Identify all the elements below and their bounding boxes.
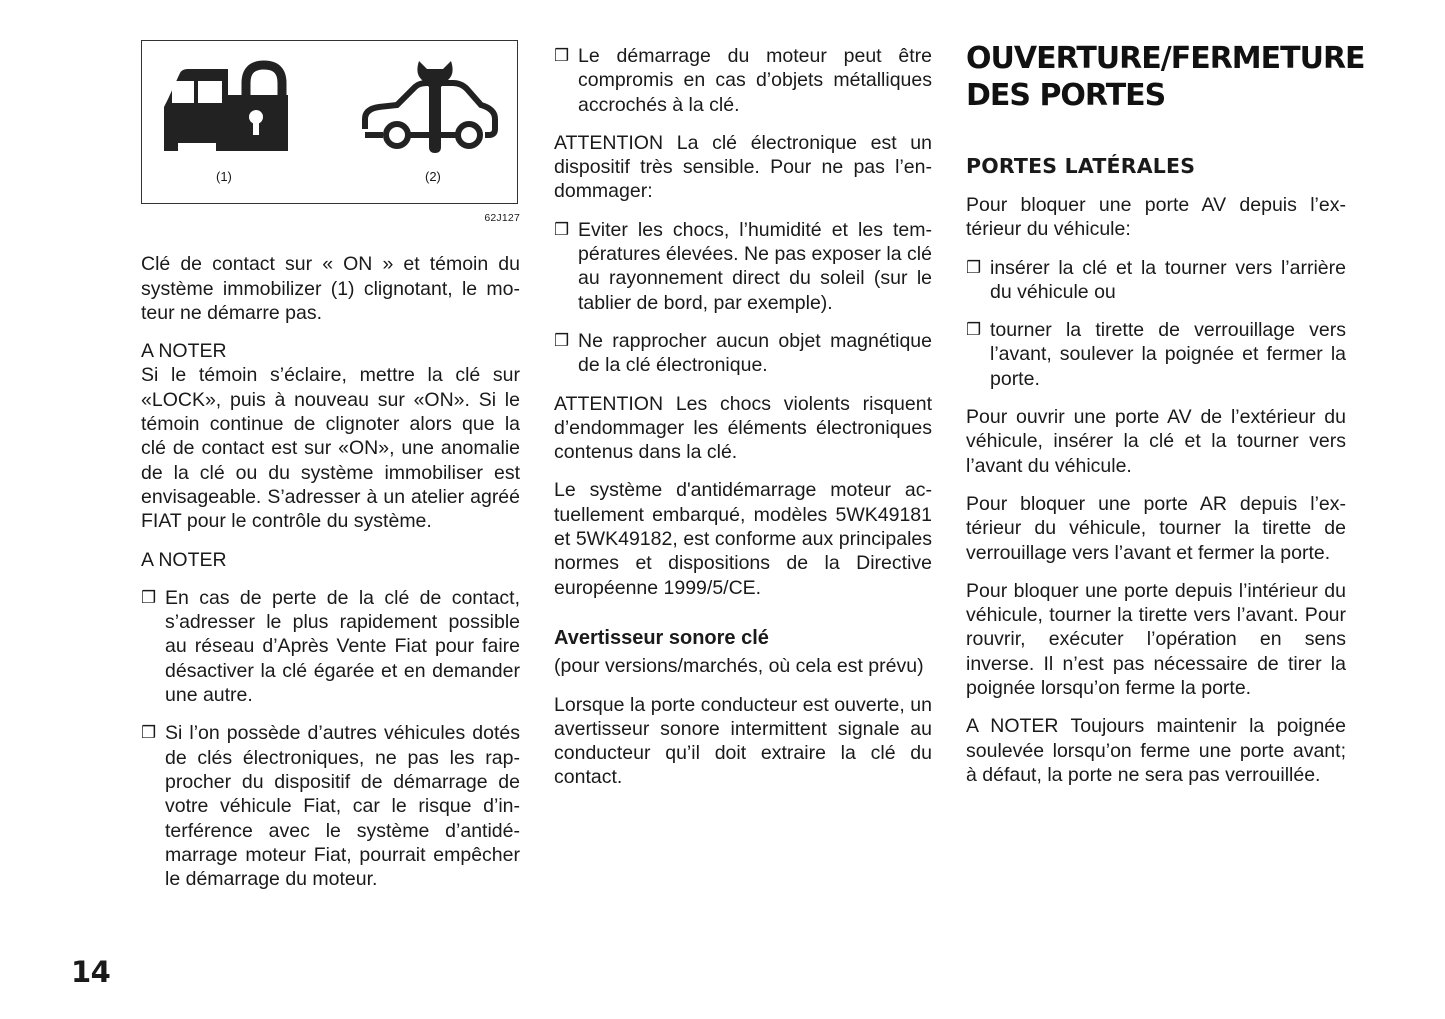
figure-code: 62J127 <box>484 212 520 224</box>
bullet-item <box>554 44 932 117</box>
column-right <box>966 40 1365 801</box>
bullet-text: Eviter les chocs, l’humidité et les températures élevées. Ne pas exposer la clé au rayonnement direct du soleil (sur le tablier de bord, par exemple). <box>578 218 932 314</box>
paragraph-system: Le système d'antidémarrage moteur actuellement embarqué, modèles 5WK49181 et 5WK49182, est conforme aux principales normes et dispositions de la Directive européenne 1999/5/CE. <box>554 479 932 599</box>
checkbox-bullet-icon: ❒ <box>554 219 570 239</box>
attention-text: ATTENTION Les chocs violents risquent d’endommager les éléments électroniques contenus dans la clé. <box>554 392 932 464</box>
paragraph: Pour bloquer une porte AV depuis l’extérieur du véhicule: <box>966 194 1346 241</box>
checkbox-bullet-icon: ❒ <box>141 587 157 607</box>
section-subheading: Avertisseur sonore clé <box>554 626 769 649</box>
attention-text: ATTENTION La clé électronique est un dispositif très sensible. Pour ne pas l’endommager: <box>554 131 932 203</box>
title-line: OUVERTURE/FERMETURE <box>966 41 1365 76</box>
note-heading: A NOTER <box>141 340 227 363</box>
bullet-item <box>966 256 1346 305</box>
column-left <box>141 40 520 905</box>
column-middle <box>554 44 932 804</box>
bullet-item <box>141 721 520 891</box>
bullet-item <box>141 586 520 707</box>
bullet-item <box>554 218 932 315</box>
bullet-item <box>966 318 1346 391</box>
figure-box <box>141 40 518 204</box>
checkbox-bullet-icon: ❒ <box>141 723 157 743</box>
bullet-text: insérer la clé et la tourner vers l’arrière du véhicule ou <box>990 256 1346 303</box>
bullet-text: Ne rapprocher aucun objet magnétique de la clé électronique. <box>578 329 932 377</box>
paragraph: Pour bloquer une porte depuis l’intérieur du véhicule, tourner la tirette vers l’avant. Pour rouvrir, exécuter l’opération en sens inverse. Il n’est pas nécessaire de tirer la poignée lorsqu’on ferme la porte. <box>966 579 1346 700</box>
checkbox-bullet-icon: ❒ <box>966 320 982 340</box>
bullet-text: En cas de perte de la clé de contact, s’adresser le plus rapidement possible au réseau d’Après Vente Fiat pour faire désactiver la clé égarée et en demander une autre. <box>165 586 520 707</box>
bullet-text: tourner la tirette de verrouillage vers l’avant, soulever la poignée et fermer la porte. <box>990 319 1346 390</box>
note-text: Si le témoin s’éclaire, mettre la clé sur «LOCK», puis à nouveau sur «ON». Si le témoin continue de clignoter alors que la clé de contact est sur «ON», une anomalie de la clé ou du système immobiliser est envisageable. S’adresser à un atelier agréé FIAT pour le contrôle du système. <box>141 364 520 533</box>
paragraph-key-on: Clé de contact sur « ON » et témoin du système immobilizer (1) clignotant, le moteur ne démarre pas. <box>141 253 520 324</box>
bullet-text: Le démarrage du moteur peut être compromis en cas d’objets métalliques accrochés à la clé. <box>578 45 932 116</box>
note-heading: A NOTER <box>141 548 227 571</box>
section-title: PORTES LATÉRALES <box>966 154 1196 178</box>
paragraph: Pour ouvrir une porte AV de l’extérieur du véhicule, insérer la clé et la tourner vers l’avant du véhicule. <box>966 406 1346 477</box>
figure-label-2: (2) <box>425 169 441 184</box>
bullet-text: Si l’on possède d’autres véhicules dotés de clés électroniques, ne pas les rapprocher du dispositif de démarrage de votre véhicule Fiat, car le risque d’interférence avec le système d’antidémarrage moteur Fiat, pourrait empêcher le démarrage du moteur. <box>165 722 520 891</box>
note-paragraph: A NOTER Toujours maintenir la poignée soulevée lorsqu’on ferme une porte avant; à défaut, la porte ne sera pas verrouillée. <box>966 715 1346 786</box>
car-door-lock-icon <box>158 59 293 159</box>
page-title <box>966 40 1365 114</box>
figure-label-1: (1) <box>216 169 232 184</box>
page-number: 14 <box>71 955 111 989</box>
car-wrench-icon <box>357 59 502 159</box>
checkbox-bullet-icon: ❒ <box>966 257 982 277</box>
subheading-note: (pour versions/marchés, où cela est prévu) <box>554 655 924 678</box>
bullet-item <box>554 329 932 378</box>
checkbox-bullet-icon: ❒ <box>554 330 570 350</box>
paragraph-alarm: Lorsque la porte conducteur est ouverte, un avertisseur sonore intermittent signale au conducteur qu’il doit extraire la clé du contact. <box>554 693 932 789</box>
checkbox-bullet-icon: ❒ <box>554 46 570 65</box>
title-line: DES PORTES <box>966 78 1166 113</box>
paragraph: Pour bloquer une porte AR depuis l’extérieur du véhicule, tourner la tirette de verrouillage vers l’avant et fermer la porte. <box>966 492 1346 564</box>
